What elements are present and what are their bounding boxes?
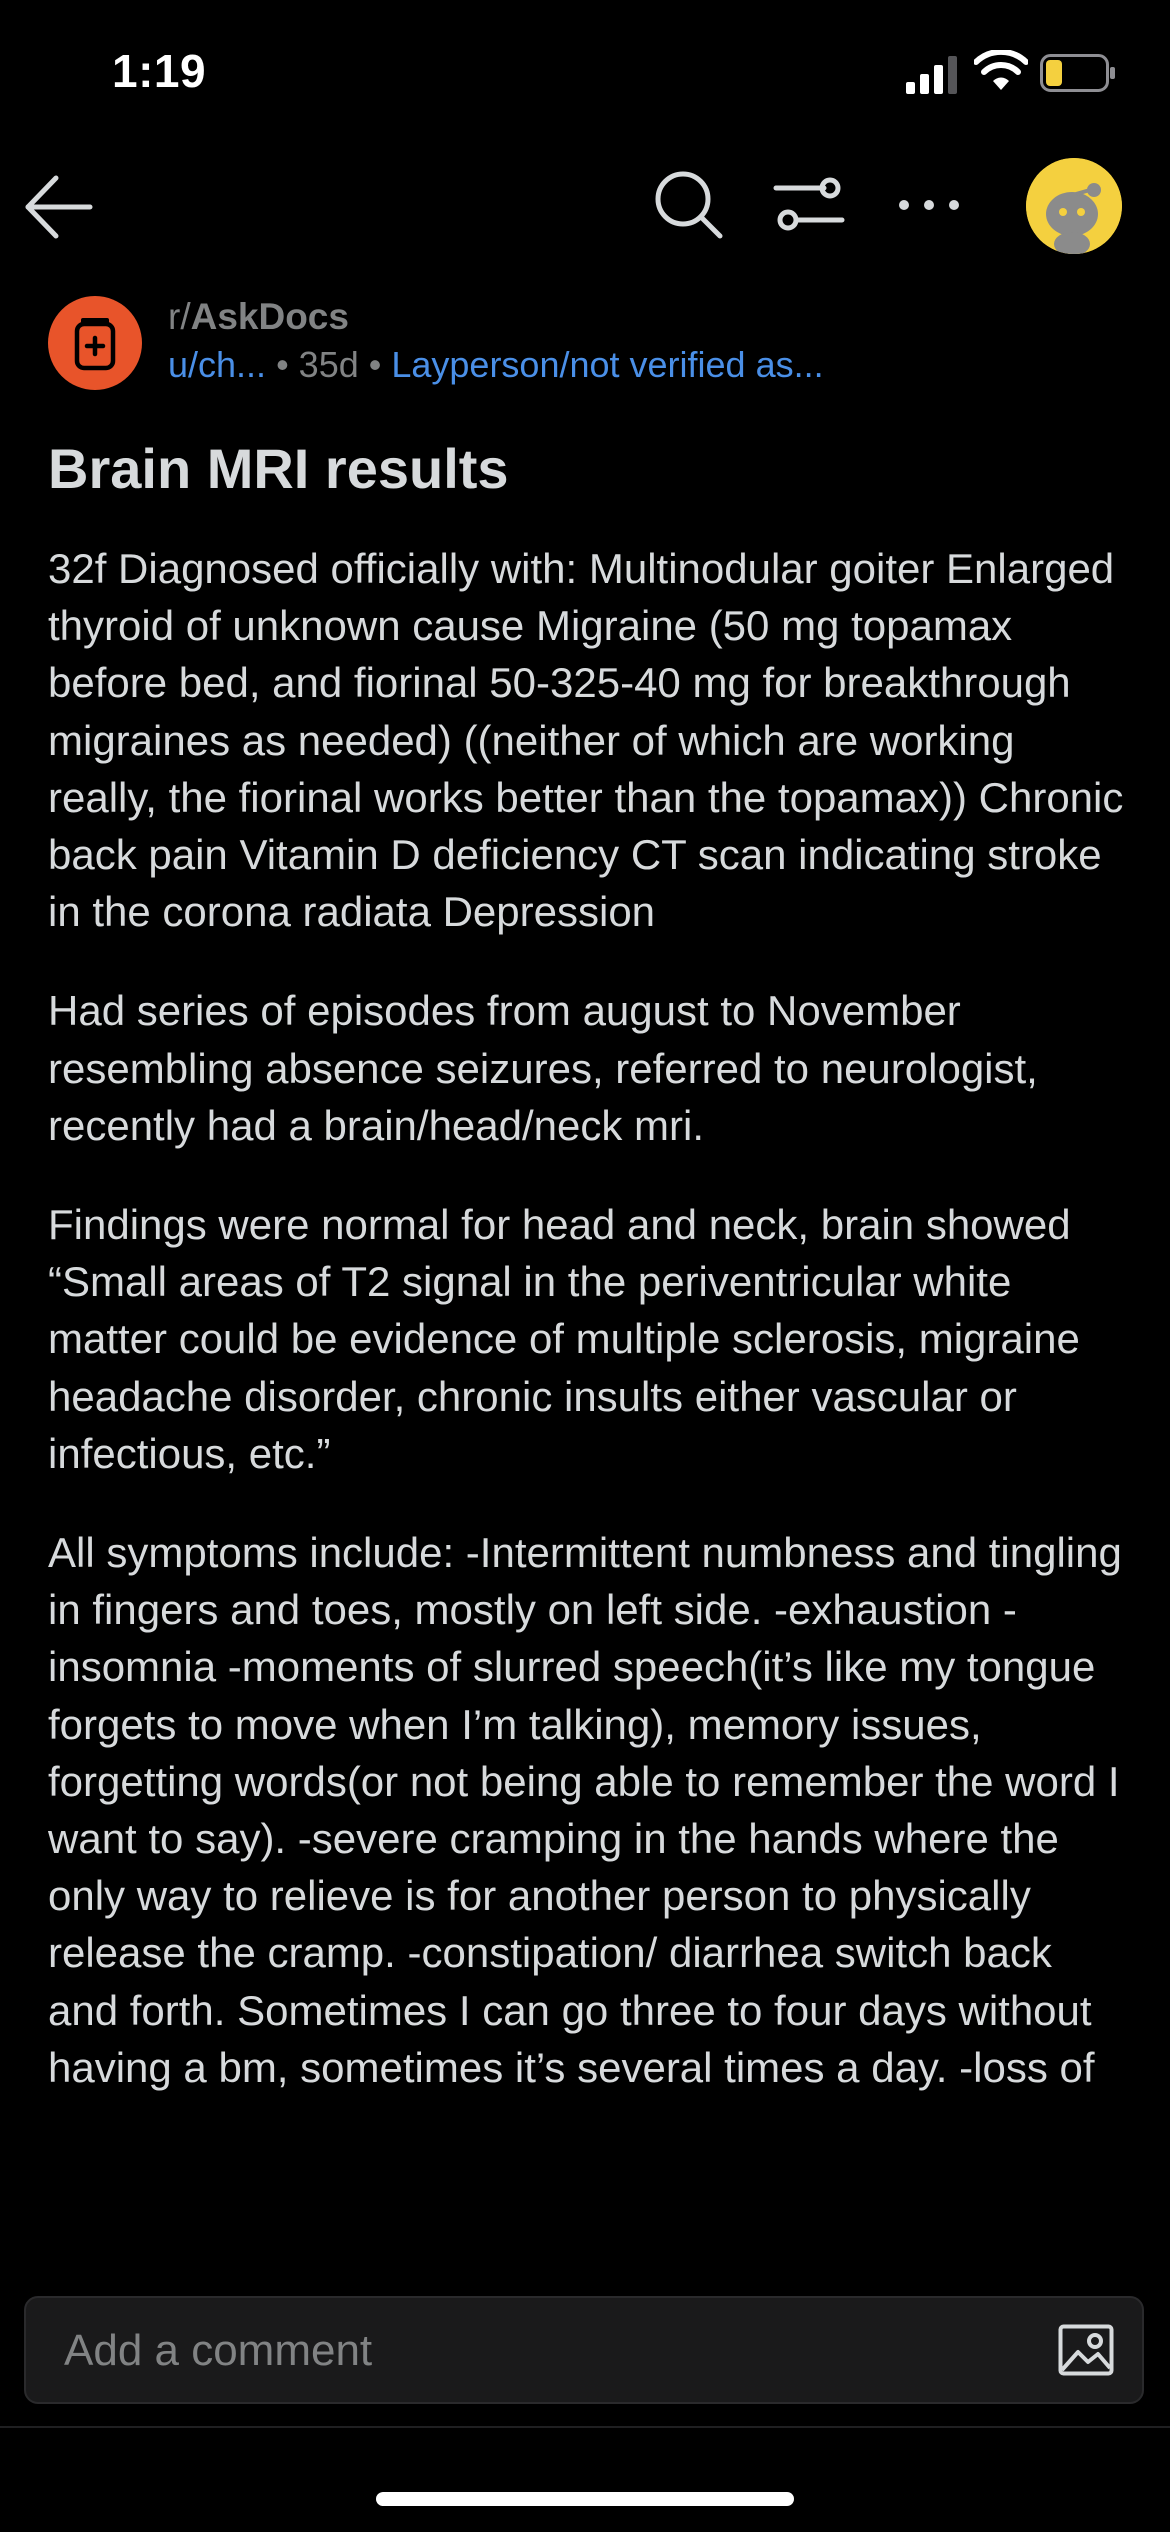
meta-separator: •: [276, 344, 289, 385]
post-body: [48, 540, 1128, 2270]
navigation-bar: [0, 150, 1170, 265]
subreddit-icon[interactable]: [48, 296, 142, 390]
add-comment-input[interactable]: [62, 2298, 1026, 2404]
post-paragraph: All symptoms include: -Intermittent numbness and tingling in fingers and toes, mostly on left side. -exhaustion -insomnia -moments of slurred speech(it’s like my tongue forgets to move when I’m talking), memory issues, forgetting words(or not being able to remember the word I want to say). -severe cramping in the hands where the only way to relieve is for another person to physically release the cramp. -constipation/ diarrhea switch back and forth. Sometimes I can go three to four days without having a bm, sometimes it’s several times a day. -loss of: [48, 1529, 1122, 2091]
bottom-divider: [0, 2426, 1170, 2428]
user-avatar[interactable]: [1026, 158, 1122, 254]
battery-icon: [1040, 54, 1116, 92]
status-bar: [0, 0, 1170, 150]
author-link[interactable]: u/ch...: [168, 344, 267, 385]
subreddit-prefix: r/: [168, 296, 191, 337]
snoo-avatar-icon: [1026, 158, 1122, 254]
back-arrow-icon[interactable]: [20, 168, 98, 246]
search-icon[interactable]: [650, 166, 728, 244]
post-meta: [168, 344, 824, 386]
subreddit-name[interactable]: [168, 296, 349, 338]
comment-bar: [24, 2296, 1144, 2404]
post-paragraph: Findings were normal for head and neck, brain showed “Small areas of T2 signal in the periventricular white matter could be evidence of multiple sclerosis, migraine headache disorder, chronic insults either vascular or infectious, etc.”: [48, 1201, 1080, 1477]
add-image-icon[interactable]: [1058, 2324, 1114, 2376]
medicine-bottle-icon: [48, 296, 142, 390]
post-paragraph: 32f Diagnosed officially with: Multinodular goiter Enlarged thyroid of unknown cause Migraine (50 mg topamax before bed, and fiorinal 50-325-40 mg for breakthrough migraines as needed) ((neither of which are working really, the fiorinal works better than the topamax)) Chronic back pain Vitamin D deficiency CT scan indicating stroke in the corona radiata Depression: [48, 545, 1124, 936]
subreddit-label: AskDocs: [190, 296, 349, 337]
sort-filter-icon[interactable]: [770, 166, 848, 244]
user-flair[interactable]: Layperson/not verified as...: [391, 344, 824, 385]
post-title: Brain MRI results: [48, 437, 509, 500]
meta-separator: •: [368, 344, 382, 385]
post-header: [48, 296, 1128, 396]
post-paragraph: Had series of episodes from august to November resembling absence seizures, referred to neurologist, recently had a brain/head/neck mri.: [48, 987, 1038, 1149]
status-time: 1:19: [112, 45, 207, 97]
more-options-icon[interactable]: [890, 166, 968, 244]
wifi-icon: [974, 50, 1028, 92]
post-age: 35d: [298, 344, 359, 385]
cellular-signal-icon: [906, 54, 960, 94]
home-indicator[interactable]: [376, 2492, 794, 2506]
